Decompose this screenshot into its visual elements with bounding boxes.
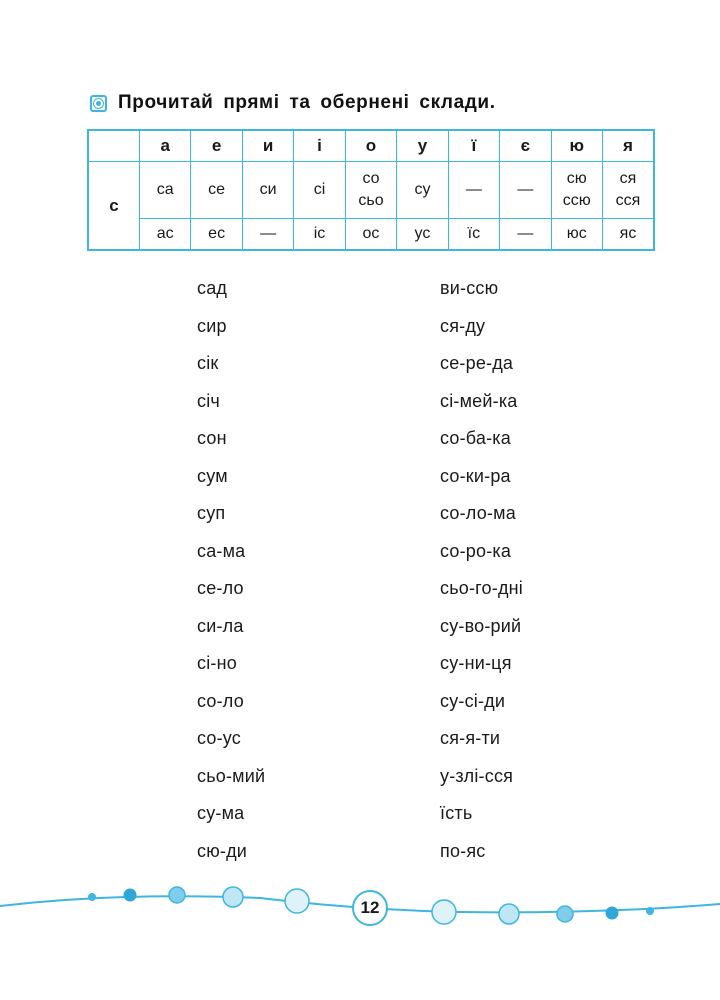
direct-syllable-cell: су	[397, 162, 448, 219]
word-item: се-ло	[197, 578, 244, 598]
vowel-cell: о	[345, 130, 396, 162]
word-item: се-ре-да	[440, 353, 514, 373]
word-item: сік	[197, 353, 219, 373]
task-instruction: Прочитай прямі та обернені склади.	[118, 92, 496, 113]
word-list-left	[197, 274, 265, 874]
word-item: січ	[197, 390, 220, 411]
task-header	[90, 92, 496, 114]
table-corner	[88, 130, 139, 162]
vowel-cell: а	[139, 130, 190, 162]
syllable-table	[87, 129, 655, 251]
word-item: їсть	[440, 803, 473, 823]
word-item: су-ма	[197, 803, 245, 823]
reverse-syllable-cell: їс	[448, 219, 499, 251]
word-item: со-ус	[197, 728, 242, 748]
word-item: сю-ди	[197, 840, 248, 861]
vowel-cell: ї	[448, 130, 499, 162]
footer-dot	[88, 893, 96, 901]
word-item: сон	[197, 428, 227, 448]
reverse-syllable-cell: ес	[191, 219, 242, 251]
footer-dot	[223, 887, 243, 907]
vowel-cell: і	[294, 130, 345, 162]
footer-dot	[557, 906, 573, 922]
word-item: со-ки-ра	[440, 465, 511, 486]
word-item: сі-но	[197, 653, 237, 673]
word-item: су-ни-ця	[440, 653, 512, 673]
vowel-row	[88, 130, 654, 162]
footer-dot	[606, 907, 619, 920]
word-item: са-ма	[197, 540, 246, 561]
vowel-cell: е	[191, 130, 242, 162]
word-item: су-во-рий	[440, 615, 522, 636]
direct-syllable-row	[88, 162, 654, 219]
word-item: по-яс	[440, 840, 486, 861]
direct-syllable-cell: са	[139, 162, 190, 219]
reverse-syllable-cell: юс	[551, 219, 602, 251]
direct-syllable-cell: сі	[294, 162, 345, 219]
footer-dot	[124, 889, 137, 902]
word-item: сир	[197, 315, 227, 336]
vowel-cell: ю	[551, 130, 602, 162]
footer-dot	[285, 889, 309, 913]
direct-syllable-cell: сю ссю	[551, 162, 602, 219]
word-item: сад	[197, 278, 228, 298]
direct-syllable-cell: —	[500, 162, 551, 219]
reverse-syllable-cell: іс	[294, 219, 345, 251]
direct-syllable-cell: се	[191, 162, 242, 219]
reverse-syllable-cell: ос	[345, 219, 396, 251]
word-item: ви-ссю	[440, 278, 499, 298]
word-item: ся-ду	[440, 315, 486, 336]
page-number: 12	[352, 890, 388, 926]
word-item: су-сі-ди	[440, 690, 506, 711]
word-item: со-ба-ка	[440, 428, 511, 448]
footer-dot	[499, 904, 519, 924]
word-item: сьо-го-дні	[440, 578, 523, 598]
footer-dot	[432, 900, 456, 924]
word-item: сі-мей-ка	[440, 390, 518, 411]
vowel-cell: у	[397, 130, 448, 162]
footer-dot	[646, 907, 654, 915]
direct-syllable-cell: —	[448, 162, 499, 219]
word-item: ся-я-ти	[440, 728, 501, 748]
word-item: со-ро-ка	[440, 540, 512, 561]
word-item: суп	[197, 503, 226, 523]
consonant-cell: с	[88, 162, 139, 251]
word-item: со-ло-ма	[440, 503, 516, 523]
direct-syllable-cell: си	[242, 162, 293, 219]
direct-syllable-cell: со сьо	[345, 162, 396, 219]
word-item: сьо-мий	[197, 765, 266, 786]
word-item: со-ло	[197, 690, 244, 711]
vowel-cell: є	[500, 130, 551, 162]
reverse-syllable-cell: —	[500, 219, 551, 251]
reverse-syllable-cell: ус	[397, 219, 448, 251]
direct-syllable-cell: ся сся	[603, 162, 654, 219]
reverse-syllable-cell: —	[242, 219, 293, 251]
reverse-syllable-cell: ас	[139, 219, 190, 251]
reverse-syllable-cell: яс	[603, 219, 654, 251]
word-item: си-ла	[197, 615, 244, 636]
word-item: сум	[197, 465, 228, 486]
footer-dot	[169, 887, 185, 903]
word-item: у-злі-сся	[440, 765, 514, 786]
vowel-cell: и	[242, 130, 293, 162]
reverse-syllable-row	[88, 219, 654, 251]
vowel-cell: я	[603, 130, 654, 162]
word-list-right	[440, 274, 523, 874]
target-icon	[90, 95, 107, 112]
